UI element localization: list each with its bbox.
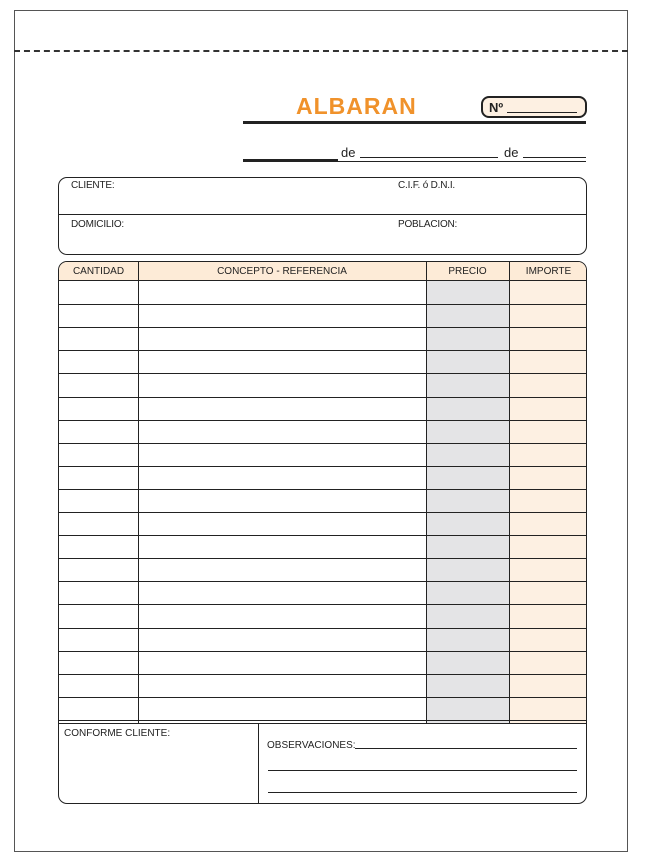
client-info-box [58,177,587,255]
items-table [58,261,587,804]
footer-double-line-1 [59,720,586,721]
footer-divider [258,724,259,804]
domicilio-label: DOMICILIO: [71,219,125,230]
client-divider [59,214,586,215]
number-line [507,112,577,113]
header-cantidad: CANTIDAD [59,262,138,281]
poblacion-label: POBLACION: [398,219,458,230]
col-divider-1 [138,262,139,724]
observaciones-line-3[interactable] [268,792,577,793]
col-divider-3 [509,262,510,724]
observaciones-line-2[interactable] [268,770,577,771]
header-importe: IMPORTE [509,262,587,281]
col-divider-2 [426,262,427,724]
perforation-line [14,50,628,52]
observaciones-label: OBSERVACIONES: [267,740,356,751]
number-box[interactable] [481,96,587,118]
precio-column-bg [426,262,509,724]
header-concepto: CONCEPTO - REFERENCIA [138,262,426,281]
header-precio: PRECIO [426,262,509,281]
date-de-1: de [341,145,356,160]
conforme-label: CONFORME CLIENTE: [64,728,171,739]
footer-double-line-2 [59,723,586,724]
cif-label: C.I.F. ó D.N.I. [398,180,456,191]
importe-column-bg [509,262,587,724]
document-title: ALBARAN [296,93,417,119]
date-underline [243,161,586,162]
number-label: Nº [489,100,504,115]
date-month-line[interactable] [360,157,498,158]
cliente-label: CLIENTE: [71,180,115,191]
date-year-line[interactable] [523,157,586,158]
observaciones-line-1[interactable] [355,748,577,749]
title-underline [243,121,586,124]
date-de-2: de [504,145,519,160]
